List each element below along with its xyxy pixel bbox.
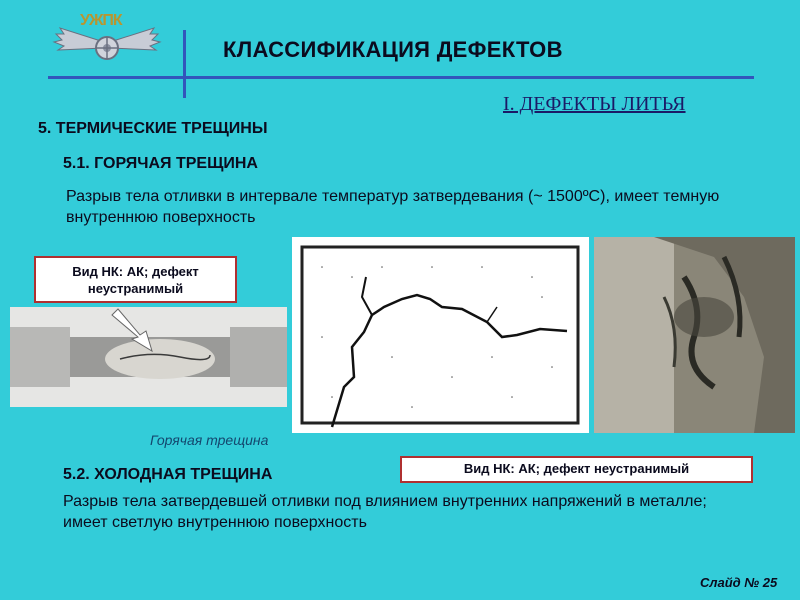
logo xyxy=(52,14,162,74)
slide-number: Слайд № 25 xyxy=(700,575,778,590)
cold-crack-heading: 5.2. ХОЛОДНАЯ ТРЕЩИНА xyxy=(63,466,273,483)
logo-text: УЖПК xyxy=(80,12,122,29)
header-horizontal-rule xyxy=(48,76,754,79)
crack-closeup-photo xyxy=(594,237,795,433)
hot-crack-heading: 5.1. ГОРЯЧАЯ ТРЕЩИНА xyxy=(63,155,258,172)
cold-crack-nk-box: Вид НК: АК; дефект неустранимый xyxy=(400,456,753,483)
hot-crack-description: Разрыв тела отливки в интервале температур затвердевания (~ 1500ºС), имеет темную внутреннюю поверхность xyxy=(66,188,720,226)
section-heading: 5. ТЕРМИЧЕСКИЕ ТРЕЩИНЫ xyxy=(38,120,268,137)
hot-crack-drawing xyxy=(292,237,589,433)
header-vertical-rule xyxy=(183,30,186,98)
slide-title: КЛАССИФИКАЦИЯ ДЕФЕКТОВ xyxy=(223,37,563,62)
casting-photo xyxy=(10,307,287,407)
hot-crack-nk-box: Вид НК: АК; дефект неустранимый xyxy=(34,256,237,303)
cold-crack-description: Разрыв тела затвердевшей отливки под влиянием внутренних напряжений в металле; имеет светлую внутреннюю поверхность xyxy=(63,493,707,531)
section-tag: I. ДЕФЕКТЫ ЛИТЬЯ xyxy=(503,93,686,115)
hot-crack-caption: Горячая трещина xyxy=(150,432,269,448)
